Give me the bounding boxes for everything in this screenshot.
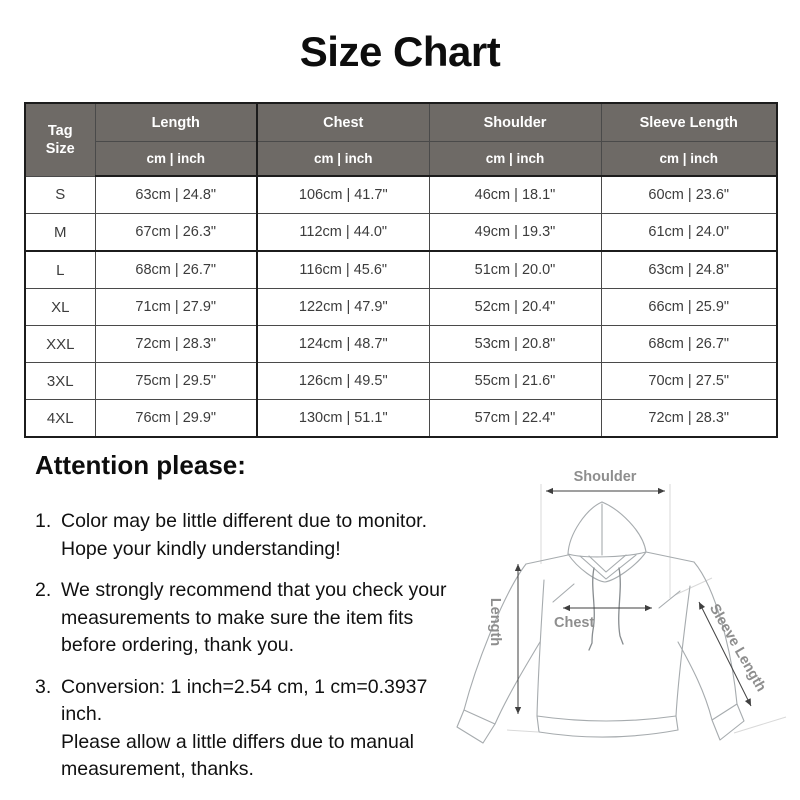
attention-note-2 — [35, 577, 467, 660]
cell-shoulder: 55cm | 21.6" — [429, 363, 601, 400]
cell-chest: 126cm | 49.5" — [257, 363, 429, 400]
attention-section — [35, 450, 467, 798]
length-label: Length — [487, 597, 503, 647]
size-table — [24, 102, 778, 438]
drawstrings — [589, 568, 623, 650]
unit-chest: cm | inch — [257, 142, 429, 177]
size-table-body — [25, 176, 777, 437]
page-title: Size Chart — [299, 28, 501, 75]
cell-shoulder: 51cm | 20.0" — [429, 251, 601, 289]
cell-size: S — [25, 176, 95, 214]
shoulder-label: Shoulder — [573, 469, 637, 485]
table-row-l — [25, 251, 777, 289]
header-length: Length — [95, 103, 257, 142]
cell-sleeve: 61cm | 24.0" — [601, 214, 777, 252]
note-line: before ordering, thank you. — [61, 634, 295, 656]
header-tag-size-line1: Tag — [47, 122, 73, 139]
cell-size: 3XL — [25, 363, 95, 400]
note-line: Color may be little different due to monitor. — [61, 510, 427, 532]
header-tag-size-line2: Size — [45, 140, 75, 157]
table-row-xxl — [25, 326, 777, 363]
hoodie-measurement-diagram — [450, 452, 800, 800]
body-left-edge — [537, 580, 544, 716]
unit-length: cm | inch — [95, 142, 257, 177]
cell-shoulder: 52cm | 20.4" — [429, 289, 601, 326]
table-row-4xl — [25, 400, 777, 438]
header-shoulder: Shoulder — [429, 103, 601, 142]
attention-heading: Attention please: — [35, 450, 246, 480]
note-number: 2. — [35, 579, 52, 601]
cell-chest: 116cm | 45.6" — [257, 251, 429, 289]
cell-size: M — [25, 214, 95, 252]
cell-chest: 122cm | 47.9" — [257, 289, 429, 326]
collar-v — [580, 555, 636, 579]
cell-sleeve: 72cm | 28.3" — [601, 400, 777, 438]
cell-chest: 112cm | 44.0" — [257, 214, 429, 252]
sleeve-length-label: Sleeve Length — [705, 601, 769, 695]
table-row-m — [25, 214, 777, 252]
cell-size: XL — [25, 289, 95, 326]
note-line: Conversion: 1 inch=2.54 cm, 1 cm=0.3937 inch. — [61, 675, 428, 725]
cell-chest: 124cm | 48.7" — [257, 326, 429, 363]
hem-top — [537, 716, 676, 721]
cell-shoulder: 46cm | 18.1" — [429, 176, 601, 214]
cell-length: 67cm | 26.3" — [95, 214, 257, 252]
note-line: We strongly recommend that you check your — [61, 579, 447, 601]
cell-chest: 106cm | 41.7" — [257, 176, 429, 214]
cell-sleeve: 70cm | 27.5" — [601, 363, 777, 400]
hood-right-edge — [602, 502, 646, 552]
cell-shoulder: 49cm | 19.3" — [429, 214, 601, 252]
size-table-header — [25, 103, 777, 176]
cell-size: XXL — [25, 326, 95, 363]
table-row-3xl — [25, 363, 777, 400]
note-number: 1. — [35, 510, 52, 532]
hood-left-edge — [568, 502, 602, 554]
note-line: Hope your kindly understanding! — [61, 537, 341, 560]
unit-sleeve-length: cm | inch — [601, 142, 777, 177]
header-chest: Chest — [257, 103, 429, 142]
chest-label: Chest — [554, 615, 595, 631]
attention-note-3 — [35, 674, 467, 784]
cell-length: 75cm | 29.5" — [95, 363, 257, 400]
right-sleeve-inner — [678, 642, 712, 720]
cell-sleeve: 68cm | 26.7" — [601, 326, 777, 363]
attention-note-1 — [35, 508, 467, 563]
cell-length: 71cm | 27.9" — [95, 289, 257, 326]
header-tag-size — [25, 103, 95, 176]
cell-size: 4XL — [25, 400, 95, 438]
table-row-s — [25, 176, 777, 214]
hem-bottom — [539, 730, 678, 737]
cell-length: 68cm | 26.7" — [95, 251, 257, 289]
cell-chest: 130cm | 51.1" — [257, 400, 429, 438]
note-line: measurement, thanks. — [61, 758, 254, 780]
unit-shoulder: cm | inch — [429, 142, 601, 177]
left-raglan-seam — [553, 584, 574, 602]
cell-sleeve: 63cm | 24.8" — [601, 251, 777, 289]
cell-shoulder: 57cm | 22.4" — [429, 400, 601, 438]
cell-size: L — [25, 251, 95, 289]
cell-shoulder: 53cm | 20.8" — [429, 326, 601, 363]
left-raglan-top — [526, 555, 568, 564]
left-cuff — [457, 710, 495, 743]
note-number: 3. — [35, 675, 52, 698]
right-cuff — [712, 704, 744, 740]
note-line: measurements to make sure the item fits — [61, 606, 414, 629]
cell-length: 72cm | 28.3" — [95, 326, 257, 363]
header-sleeve-length: Sleeve Length — [601, 103, 777, 142]
cell-length: 76cm | 29.9" — [95, 400, 257, 438]
note-line: Please allow a little differs due to manual — [61, 730, 415, 753]
cell-sleeve: 60cm | 23.6" — [601, 176, 777, 214]
table-row-xl — [25, 289, 777, 326]
cell-length: 63cm | 24.8" — [95, 176, 257, 214]
cell-sleeve: 66cm | 25.9" — [601, 289, 777, 326]
